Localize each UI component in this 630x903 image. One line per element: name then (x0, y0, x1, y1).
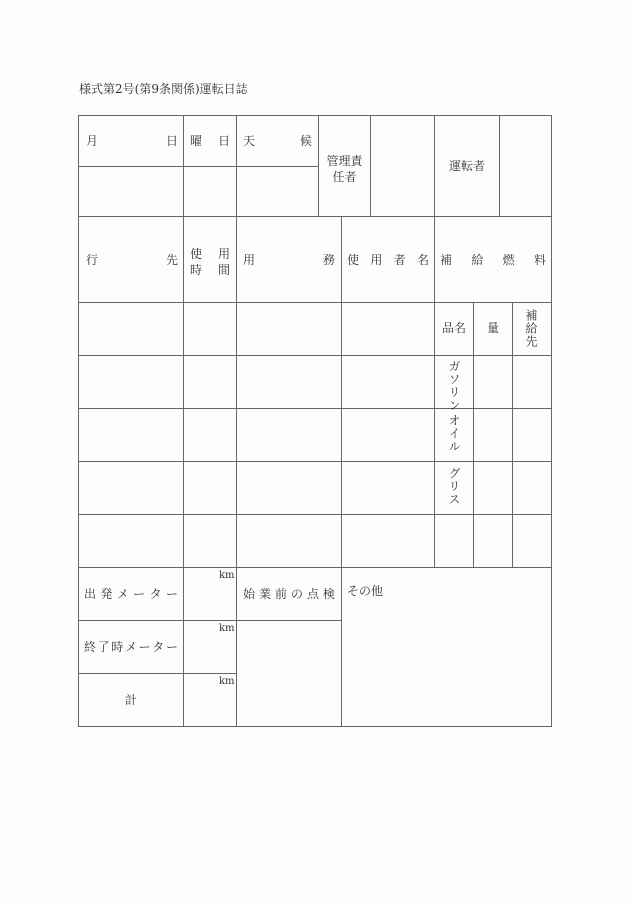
fuel-supply-header (440, 254, 546, 266)
label-char: 時 (111, 640, 124, 654)
label-char: 点 (306, 587, 319, 601)
fuel-supply-char: 補 (440, 253, 453, 267)
start-meter-unit: km (219, 570, 235, 581)
document-title: 様式第2号(第9条関係)運転日誌 (79, 82, 248, 96)
user-name-char: 者 (393, 253, 406, 267)
table-border-right (551, 115, 552, 727)
destination-entries[interactable] (79, 303, 183, 567)
month-label: 月 (86, 134, 99, 148)
label-char: の (290, 587, 303, 601)
user-name-entries[interactable] (342, 303, 434, 567)
col-divider (434, 115, 435, 568)
fuel-item-name-header: 品名 (441, 321, 466, 335)
usage-time-header (190, 246, 230, 278)
usage-time-label-2: 用 (217, 247, 230, 261)
weekday-field[interactable] (184, 167, 236, 216)
manager-signature-field[interactable] (371, 116, 434, 216)
fuel-item-gasoline: ガソリン (447, 360, 461, 412)
weather-label-1: 天 (243, 134, 256, 148)
end-meter-label (84, 641, 178, 653)
user-name-char: 使 (347, 253, 360, 267)
pre-work-inspection-field[interactable] (237, 621, 341, 726)
driver-header: 運転者 (448, 159, 485, 173)
fuel-supply-char: 燃 (502, 253, 515, 267)
other-notes-field[interactable] (342, 600, 551, 726)
label-char: ー (165, 640, 178, 654)
fuel-amount-header: 量 (486, 321, 499, 335)
end-meter-field[interactable] (184, 621, 236, 673)
label-char: タ (149, 587, 162, 601)
label-char: メ (124, 640, 137, 654)
label-char: 終 (84, 640, 97, 654)
fuel-amount-entries[interactable] (474, 356, 512, 567)
end-meter-unit: km (219, 623, 235, 634)
business-header (243, 254, 335, 266)
usage-time-label-3: 時 (190, 263, 203, 277)
label-char: ー (133, 587, 146, 601)
total-distance-field[interactable] (184, 674, 236, 726)
fuel-supply-place-header: 補給先 (524, 309, 538, 348)
destination-header (86, 254, 178, 266)
start-meter-label (84, 588, 178, 600)
user-name-char: 名 (416, 253, 429, 267)
label-char: 始 (243, 587, 256, 601)
pre-work-inspection-label (243, 588, 335, 600)
weather-field[interactable] (237, 167, 318, 216)
row-divider (78, 216, 552, 217)
label-char: メ (116, 587, 129, 601)
usage-time-label-1: 使 (190, 247, 203, 261)
fuel-supply-place-entries[interactable] (513, 356, 551, 567)
total-unit: km (219, 676, 235, 687)
day-label: 日 (165, 134, 178, 148)
table-border-bottom (78, 726, 552, 727)
fuel-item-grease: グリス (447, 467, 461, 506)
label-char: 前 (274, 587, 287, 601)
user-name-char: 用 (370, 253, 383, 267)
weekday-header (190, 135, 230, 147)
business-entries[interactable] (237, 303, 341, 567)
weather-header (243, 135, 312, 147)
weekday-day-label: 日 (217, 134, 230, 148)
label-char: ー (138, 640, 151, 654)
weather-label-2: 候 (299, 134, 312, 148)
total-label: 計 (124, 693, 137, 707)
fuel-supply-char: 給 (471, 253, 484, 267)
business-label-2: 務 (322, 253, 335, 267)
label-char: ー (165, 587, 178, 601)
label-char: 発 (100, 587, 113, 601)
date-field[interactable] (79, 167, 183, 216)
manager-label-2: 任者 (332, 170, 357, 184)
label-char: 出 (84, 587, 97, 601)
table-border-top (78, 115, 552, 116)
driver-signature-field[interactable] (500, 116, 551, 216)
destination-label-2: 先 (165, 253, 178, 267)
usage-time-entries[interactable] (184, 303, 236, 567)
other-label: その他 (347, 584, 384, 598)
weekday-label: 曜 (190, 134, 203, 148)
destination-label-1: 行 (86, 253, 99, 267)
row-divider (78, 567, 552, 568)
manager-label-1: 管理責 (326, 154, 363, 168)
start-meter-field[interactable] (184, 568, 236, 620)
usage-time-label-4: 間 (217, 263, 230, 277)
business-label-1: 用 (243, 253, 256, 267)
manager-header (319, 153, 370, 185)
label-char: 検 (322, 587, 335, 601)
label-char: 業 (258, 587, 271, 601)
user-name-header (347, 254, 429, 266)
label-char: 了 (97, 640, 110, 654)
fuel-supply-char: 料 (533, 253, 546, 267)
label-char: タ (152, 640, 165, 654)
fuel-item-oil: オイル (447, 414, 461, 453)
month-day-header (86, 135, 178, 147)
